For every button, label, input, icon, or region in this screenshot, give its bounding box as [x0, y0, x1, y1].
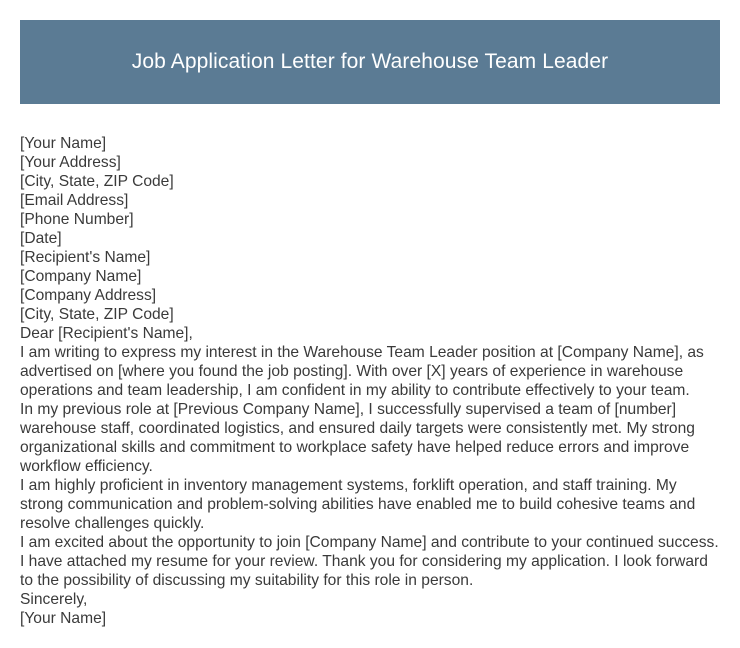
letter-date: [Date]: [20, 230, 62, 247]
signature: [Your Name]: [20, 610, 107, 627]
recipient-address: [Company Address]: [20, 287, 157, 304]
title-banner: [20, 20, 720, 104]
recipient-city-state-zip: [City, State, ZIP Code]: [20, 306, 174, 323]
sender-phone: [Phone Number]: [20, 211, 134, 228]
body-paragraph-experience: In my previous role at [Previous Company Name], I successfully supervised a team of [number] warehouse staff, coordinated logistics, and ensured daily targets were consistently met. My strong organizational skills and commitment to workplace safety have helped reduce errors and improve workflow efficiency.: [20, 401, 695, 475]
body-paragraph-skills: I am highly proficient in inventory management systems, forklift operation, and staff training. My strong communication and problem-solving abilities have enabled me to build cohesive teams and resolve challenges quickly.: [20, 477, 696, 532]
recipient-company: [Company Name]: [20, 268, 142, 285]
body-paragraph-intro: I am writing to express my interest in the Warehouse Team Leader position at [Company Name], as advertised on [where you found the job posting]. With over [X] years of experience in warehouse operations and team leadership, I am confident in my ability to contribute effectively to your team.: [20, 344, 704, 399]
page-title: Job Application Letter for Warehouse Team Leader: [131, 50, 609, 73]
recipient-name: [Recipient's Name]: [20, 249, 151, 266]
letter-body: [20, 134, 720, 628]
closing: Sincerely,: [20, 591, 88, 608]
salutation: Dear [Recipient's Name],: [20, 325, 193, 342]
sender-email: [Email Address]: [20, 192, 129, 209]
sender-city-state-zip: [City, State, ZIP Code]: [20, 173, 174, 190]
sender-address: [Your Address]: [20, 154, 121, 171]
sender-name: [Your Name]: [20, 135, 107, 152]
body-paragraph-closing: I am excited about the opportunity to join [Company Name] and contribute to your continued success. I have attached my resume for your review. Thank you for considering my application. I look forward to the possibility of discussing my suitability for this role in person.: [20, 534, 719, 589]
